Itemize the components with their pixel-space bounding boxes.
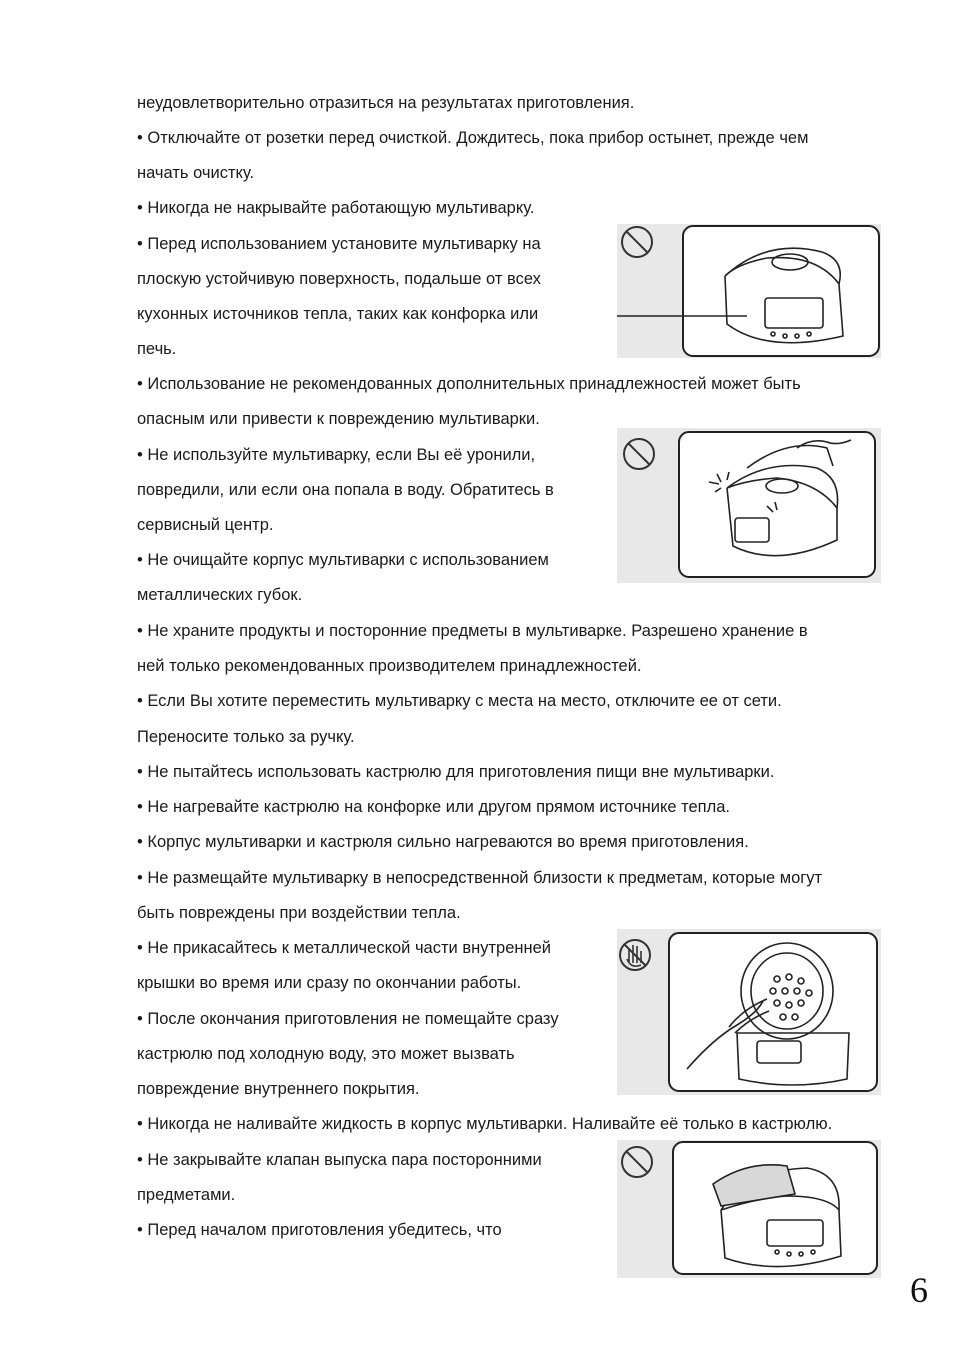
text-line: • Перед использованием установите мультиварку на [137, 235, 541, 253]
text-line: крышки во время или сразу по окончании работы. [137, 974, 522, 992]
text-line: • Перед началом приготовления убедитесь, что [137, 1221, 502, 1239]
text-line: повреждение внутреннего покрытия. [137, 1080, 420, 1098]
text-line: • Использование не рекомендованных дополнительных принадлежностей может быть [137, 375, 801, 393]
text-line: Переносите только за ручку. [137, 728, 355, 746]
text-line: • Отключайте от розетки перед очисткой. Дождитесь, пока прибор остынет, прежде чем [137, 129, 809, 147]
text-line: • Не пытайтесь использовать кастрюлю для приготовления пищи вне мультиварки. [137, 763, 775, 781]
text-line: • Не используйте мультиварку, если Вы её уронили, [137, 446, 536, 464]
figure-blocked-valve [617, 1140, 881, 1278]
text-line: • Не нагревайте кастрюлю на конфорке или другом прямом источнике тепла. [137, 798, 731, 816]
text-line: • Не храните продукты и посторонние предметы в мультиварке. Разрешено хранение в [137, 622, 808, 640]
text-line: начать очистку. [137, 164, 255, 182]
figure-covered-cooker [617, 224, 881, 358]
text-line: • После окончания приготовления не помещайте сразу [137, 1010, 559, 1028]
figure-hot-lid [617, 929, 881, 1095]
prohibition-icon [617, 224, 881, 358]
text-line: кухонных источников тепла, таких как конфорка или [137, 305, 539, 323]
text-line: кастрюлю под холодную воду, это может вызвать [137, 1045, 515, 1063]
text-line: металлических губок. [137, 586, 303, 604]
text-line: • Не прикасайтесь к металлической части внутренней [137, 939, 551, 957]
text-line: неудовлетворительно отразиться на результатах приготовления. [137, 94, 635, 112]
prohibition-icon [617, 428, 881, 583]
text-line: • Если Вы хотите переместить мультиварку с места на место, отключите ее от сети. [137, 692, 782, 710]
text-line: • Не размещайте мультиварку в непосредственной близости к предметам, которые могут [137, 869, 823, 887]
no-touch-hand-icon [617, 929, 881, 1095]
text-line: • Никогда не накрывайте работающую мультиварку. [137, 199, 535, 217]
text-line: • Не очищайте корпус мультиварки с использованием [137, 551, 549, 569]
text-line: опасным или привести к повреждению мультиварки. [137, 410, 540, 428]
text-line: печь. [137, 340, 177, 358]
text-line: • Не закрывайте клапан выпуска пара посторонними [137, 1151, 542, 1169]
figure-dropped-cooker [617, 428, 881, 583]
text-line: плоскую устойчивую поверхность, подальше от всех [137, 270, 541, 288]
text-line: ней только рекомендованных производителем принадлежностей. [137, 657, 642, 675]
text-line: предметами. [137, 1186, 236, 1204]
prohibition-icon [617, 1140, 881, 1278]
text-line: быть повреждены при воздействии тепла. [137, 904, 461, 922]
page-number: 6 [910, 1270, 928, 1310]
text-line: повредили, или если она попала в воду. Обратитесь в [137, 481, 554, 499]
text-line: сервисный центр. [137, 516, 274, 534]
text-line: • Никогда не наливайте жидкость в корпус мультиварки. Наливайте её только в кастрюлю. [137, 1115, 833, 1133]
text-line: • Корпус мультиварки и кастрюля сильно нагреваются во время приготовления. [137, 833, 749, 851]
